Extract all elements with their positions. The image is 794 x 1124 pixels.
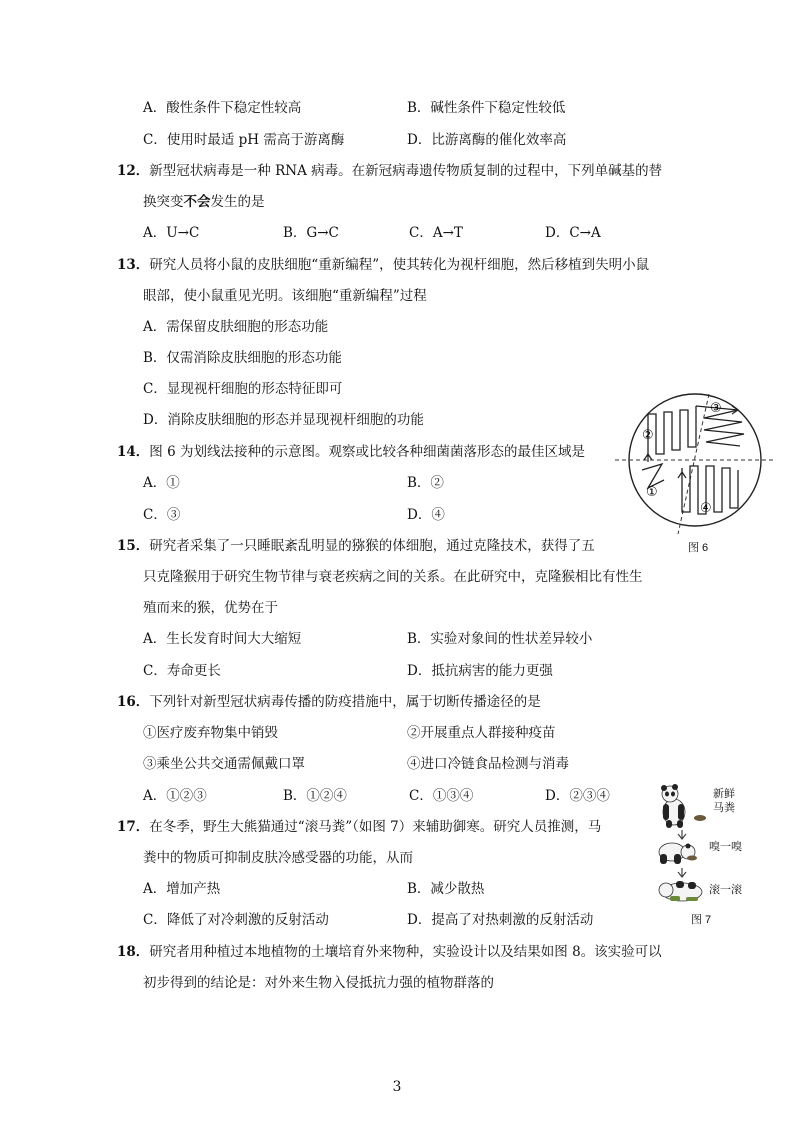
region-label-3: ③ xyxy=(710,401,722,416)
figure-6-caption: 图 6 xyxy=(688,542,709,554)
region-label-1: ① xyxy=(646,485,658,500)
q14-number: 14． xyxy=(117,444,150,460)
q12-option-d: D．C→A xyxy=(545,225,601,241)
q11-option-c: C．使用时最适 pH 需高于游离酶 xyxy=(143,132,345,148)
q12-number: 12． xyxy=(117,163,150,179)
q15-text1: 研究者采集了一只睡眠紊乱明显的猕猴的体细胞，通过克隆技术，获得了五 xyxy=(149,538,595,554)
q15-option-c: C．寿命更长 xyxy=(143,663,221,679)
q15-number: 15． xyxy=(117,538,150,554)
q17-option-c: C．降低了对冷刺激的反射活动 xyxy=(143,912,329,928)
q12-option-c: C．A→T xyxy=(409,225,463,241)
q13-number: 13． xyxy=(117,257,150,273)
q13-stem-line1 xyxy=(117,255,649,275)
q12-option-b: B．G→C xyxy=(283,225,339,241)
q14-option-d: D．④ xyxy=(407,507,445,523)
q14-option-b: B．② xyxy=(407,475,444,491)
q12-text2a: 换突变 xyxy=(143,194,184,210)
q11-option-d: D．比游离酶的催化效率高 xyxy=(407,132,567,148)
q16-item-1: ①医疗废弃物集中销毁 xyxy=(143,725,278,741)
q17-text1: 在冬季，野生大熊猫通过“滚马粪”（如图 7）来辅助御寒。研究人员推测，马 xyxy=(149,819,602,835)
q16-stem-line1 xyxy=(117,692,541,712)
fig7-label-roll: 滚一滚 xyxy=(709,883,742,896)
panda-sniffing-icon xyxy=(659,843,697,864)
q16-option-d: D．②③④ xyxy=(545,788,610,804)
q13-stem-line2: 眼部，使小鼠重见光明。该细胞“重新编程”过程 xyxy=(143,288,427,304)
q12-stem-line1 xyxy=(117,161,662,181)
region-label-4: ④ xyxy=(700,501,712,516)
q13-text1: 研究人员将小鼠的皮肤细胞“重新编程”，使其转化为视杆细胞，然后移植到失明小鼠 xyxy=(149,257,650,273)
q16-number: 16． xyxy=(117,694,150,710)
arrow-down-icon xyxy=(678,830,686,839)
q14-stem-line1 xyxy=(117,442,585,462)
q14-option-a: A．① xyxy=(143,475,180,491)
q18-stem-line2: 初步得到的结论是：对外来生物入侵抵抗力强的植物群落的 xyxy=(143,975,494,991)
fig7-label-sniff: 嗅一嗅 xyxy=(709,840,742,853)
q15-option-d: D．抵抗病害的能力更强 xyxy=(407,663,553,679)
panda-rolling-icon xyxy=(659,881,702,901)
q17-option-a: A．增加产热 xyxy=(143,881,221,897)
fig7-label-fresh-line1: 新鲜 xyxy=(713,787,735,800)
q12-text1: 新型冠状病毒是一种 RNA 病毒。在新冠病毒遗传物质复制的过程中，下列单碱基的替 xyxy=(149,163,663,179)
figure-6-streak-plate xyxy=(612,392,782,542)
q18-stem-line1 xyxy=(117,942,662,962)
q17-option-b: B．减少散热 xyxy=(407,881,485,897)
q17-option-d: D．提高了对热刺激的反射活动 xyxy=(407,912,594,928)
q14-text1: 图 6 为划线法接种的示意图。观察或比较各种细菌菌落形态的最佳区域是 xyxy=(149,444,585,460)
q13-option-d: D．消除皮肤细胞的形态并显现视杆细胞的功能 xyxy=(143,412,424,428)
q14-option-c: C．③ xyxy=(143,507,181,523)
streak-region-2 xyxy=(648,406,696,457)
q12-text2c: 发生的是 xyxy=(210,194,265,210)
fig7-label-fresh-line2: 马粪 xyxy=(713,801,735,814)
q15-stem-line3: 殖而来的猴，优势在于 xyxy=(143,600,278,616)
q11-option-a: A．酸性条件下稳定性较高 xyxy=(143,100,302,116)
q12-option-a: A．U→C xyxy=(143,225,200,241)
q12-emphasis: 不会 xyxy=(183,194,211,210)
q13-option-c: C．显现视杆细胞的形态特征即可 xyxy=(143,381,343,397)
q18-number: 18． xyxy=(117,944,150,960)
q15-option-a: A．生长发育时间大大缩短 xyxy=(143,631,302,647)
q16-item-4: ④进口冷链食品检测与消毒 xyxy=(407,756,569,772)
q15-stem-line2: 只克隆猴用于研究生物节律与衰老疾病之间的关系。在此研究中，克隆猴相比有性生 xyxy=(143,569,643,585)
q16-item-3: ③乘坐公共交通需佩戴口罩 xyxy=(143,756,305,772)
figure-7-caption: 图 7 xyxy=(691,914,712,926)
q16-text1: 下列针对新型冠状病毒传播的防疫措施中，属于切断传播途径的是 xyxy=(149,694,541,710)
arrow-down-icon-2 xyxy=(678,868,686,877)
q17-stem-line1 xyxy=(117,817,601,837)
region-label-2: ② xyxy=(642,428,654,443)
q16-option-c: C．①③④ xyxy=(409,788,474,804)
q12-stem-line2 xyxy=(143,192,265,212)
q13-option-b: B．仅需消除皮肤细胞的形态功能 xyxy=(143,350,342,366)
q15-option-b: B．实验对象间的性状差异较小 xyxy=(407,631,593,647)
q11-option-b: B．碱性条件下稳定性较低 xyxy=(407,100,566,116)
q16-item-2: ②开展重点人群接种疫苗 xyxy=(407,725,556,741)
q17-number: 17． xyxy=(117,819,150,835)
q16-option-a: A．①②③ xyxy=(143,788,207,804)
q18-text1: 研究者用种植过本地植物的土壤培育外来物种，实验设计以及结果如图 8。该实验可以 xyxy=(149,944,662,960)
q15-stem-line1 xyxy=(117,536,595,556)
page-number: 3 xyxy=(392,1079,402,1095)
q17-stem-line2: 粪中的物质可抑制皮肤冷感受器的功能，从而 xyxy=(143,850,413,866)
panda-standing-icon xyxy=(661,784,685,828)
q16-option-b: B．①②④ xyxy=(283,788,347,804)
horse-dung-icon xyxy=(694,815,706,821)
q13-option-a: A．需保留皮肤细胞的形态功能 xyxy=(143,319,329,335)
